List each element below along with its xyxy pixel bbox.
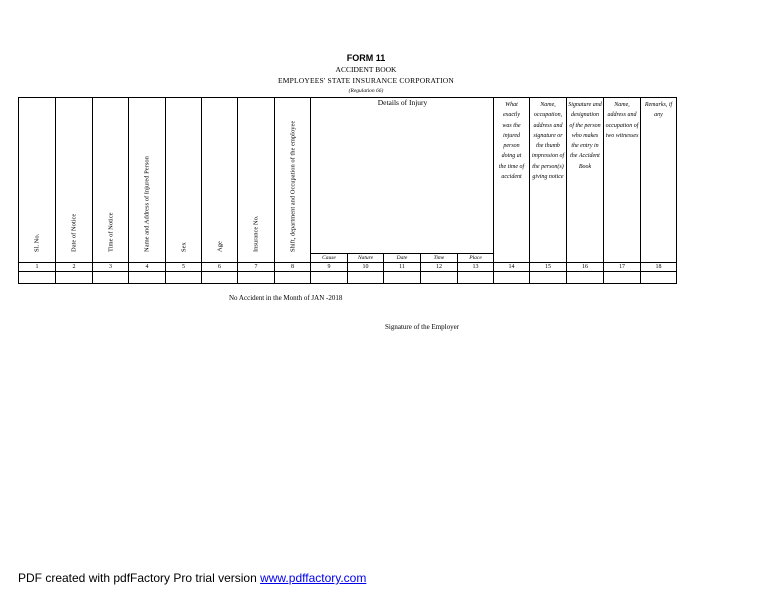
col-what-doing-label: What exactly was the injured person doing at the time of accident — [498, 102, 525, 181]
injury-time: Time — [421, 253, 458, 262]
entry-cell — [567, 271, 604, 284]
col-number-1: 1 — [18, 262, 56, 272]
entry-cell — [93, 271, 129, 284]
col-name-address-label: Name and Address of Injured Person — [143, 156, 151, 252]
injury-date: Date — [384, 253, 421, 262]
form-subtitle: ACCIDENT BOOK — [335, 65, 397, 74]
entry-cell — [238, 271, 275, 284]
col-signature-designation — [567, 97, 604, 262]
entry-cell — [530, 271, 567, 284]
entry-cell — [421, 271, 458, 284]
col-what-doing — [494, 97, 530, 262]
col-time-of-notice-label: Time of Notice — [107, 212, 114, 252]
col-remarks — [641, 97, 677, 262]
col-number-9: 9 — [311, 262, 348, 272]
col-number-14: 14 — [494, 262, 530, 272]
col-sl-no — [18, 97, 56, 262]
col-number-10: 10 — [348, 262, 384, 272]
col-name-occupation — [530, 97, 567, 262]
entry-cell — [641, 271, 677, 284]
col-age — [202, 97, 238, 262]
col-number-11: 11 — [384, 262, 421, 272]
col-remarks-label: Remarks, if any — [644, 102, 673, 119]
col-signature-designation-label: Signature and designation of the person who makes the entry in the Accident Book — [568, 102, 602, 170]
no-accident-note: No Accident in the Month of JAN -2018 — [229, 294, 343, 302]
col-sex-label: Sex — [180, 242, 187, 252]
pdf-footer — [18, 571, 366, 585]
entry-cell — [202, 271, 238, 284]
col-number-3: 3 — [93, 262, 129, 272]
col-number-16: 16 — [567, 262, 604, 272]
entry-cell — [56, 271, 93, 284]
entry-cell — [458, 271, 494, 284]
col-witnesses-label: Name, address and occupation of two witnesses — [605, 102, 639, 139]
col-witnesses — [604, 97, 641, 262]
col-number-6: 6 — [202, 262, 238, 272]
col-number-15: 15 — [530, 262, 567, 272]
entry-cell — [604, 271, 641, 284]
col-insurance-no — [238, 97, 275, 262]
pdffactory-link[interactable]: www.pdffactory.com — [260, 571, 367, 585]
entry-cell — [18, 271, 56, 284]
injury-cause: Cause — [311, 253, 348, 262]
col-number-18: 18 — [641, 262, 677, 272]
col-number-2: 2 — [56, 262, 93, 272]
col-shift-dept — [275, 97, 311, 262]
injury-place: Place — [458, 253, 494, 262]
col-number-4: 4 — [129, 262, 166, 272]
col-date-of-notice-label: Date of Notice — [70, 213, 78, 252]
col-insurance-no-label: Insurance No. — [252, 215, 260, 252]
entry-cell — [494, 271, 530, 284]
col-sl-no-label: Sl. No. — [33, 233, 41, 252]
col-number-8: 8 — [275, 262, 311, 272]
col-shift-dept-label: Shift, department and Occupation of the employee — [289, 120, 296, 252]
entry-cell — [275, 271, 311, 284]
footer-text: PDF created with pdfFactory Pro trial version — [18, 571, 261, 585]
entry-cell — [348, 271, 384, 284]
details-of-injury-header: Details of Injury — [377, 98, 428, 107]
col-sex — [166, 97, 202, 262]
col-age-label: Age — [216, 241, 223, 252]
injury-nature: Nature — [348, 253, 384, 262]
col-name-occupation-label: Name, occupation, address and signature or the thumb impression of the person(s) giving notice — [531, 102, 565, 181]
col-details-of-injury — [311, 97, 494, 262]
col-name-address — [129, 97, 166, 262]
col-number-5: 5 — [166, 262, 202, 272]
entry-cell — [384, 271, 421, 284]
form-title: FORM 11 — [346, 53, 386, 63]
entry-cell — [311, 271, 348, 284]
col-number-13: 13 — [458, 262, 494, 272]
employer-signature-label: Signature of the Employer — [385, 323, 460, 331]
form-corporation: EMPLOYEES' STATE INSURANCE CORPORATION — [277, 76, 455, 85]
col-number-17: 17 — [604, 262, 641, 272]
col-date-of-notice — [56, 97, 93, 262]
entry-cell — [129, 271, 166, 284]
col-number-12: 12 — [421, 262, 458, 272]
col-number-7: 7 — [238, 262, 275, 272]
entry-cell — [166, 271, 202, 284]
col-time-of-notice — [93, 97, 129, 262]
form-regulation: (Regulation 66) — [348, 88, 384, 94]
